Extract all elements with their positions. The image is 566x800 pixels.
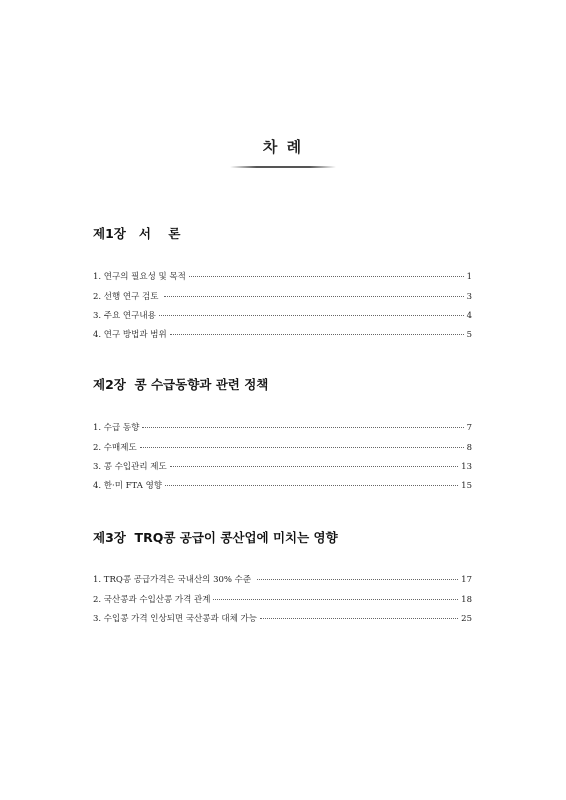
toc-entry-label: 1. TRQ콩 공급가격은 국내산의 30% 수준 xyxy=(93,575,254,585)
toc-entry-label: 2. 수매제도 xyxy=(93,443,137,453)
toc-entry-3-3[interactable] xyxy=(93,612,472,626)
toc-entry-1-4[interactable] xyxy=(93,328,472,342)
dot-leader xyxy=(170,466,458,467)
toc-entry-label: 4. 한·미 FTA 영향 xyxy=(93,481,163,491)
toc-entry-label: 1. 수급 동향 xyxy=(93,423,140,433)
toc-entry-1-2[interactable] xyxy=(93,290,472,304)
toc-entry-label: 3. 수입콩 가격 인상되면 국산콩과 대체 가능 xyxy=(93,614,257,624)
toc-entry-1-1[interactable] xyxy=(93,270,472,284)
dot-leader xyxy=(170,334,464,335)
toc-entry-page: 15 xyxy=(461,481,472,491)
toc-entry-label: 3. 주요 연구내용 xyxy=(93,311,156,321)
chapter-2-heading: 제2장 콩 수급동향과 관련 정책 xyxy=(93,377,269,392)
toc-entry-page: 3 xyxy=(466,292,472,302)
dot-leader xyxy=(159,315,464,316)
toc-entry-page: 8 xyxy=(466,443,472,453)
toc-entry-page: 25 xyxy=(461,614,472,624)
toc-entry-page: 13 xyxy=(461,462,472,472)
toc-entry-3-1[interactable] xyxy=(93,573,472,587)
dot-leader xyxy=(260,618,458,619)
dot-leader xyxy=(142,427,463,428)
toc-entry-page: 4 xyxy=(466,311,472,321)
toc-entry-1-3[interactable] xyxy=(93,309,472,323)
toc-entry-label: 2. 선행 연구 검토 xyxy=(93,292,162,302)
dot-leader xyxy=(213,599,458,600)
toc-entry-3-2[interactable] xyxy=(93,593,472,607)
toc-entry-label: 4. 연구 방법과 범위 xyxy=(93,330,167,340)
toc-entry-2-1[interactable] xyxy=(93,421,472,435)
toc-entry-label: 1. 연구의 필요성 및 목적 xyxy=(93,272,186,282)
chapter-3-heading: 제3장 TRQ콩 공급이 콩산업에 미치는 영향 xyxy=(93,530,338,545)
toc-entry-2-2[interactable] xyxy=(93,441,472,455)
toc-entry-label: 2. 국산콩과 수입산콩 가격 관계 xyxy=(93,595,211,605)
toc-entry-2-3[interactable] xyxy=(93,460,472,474)
toc-entry-page: 18 xyxy=(461,595,472,605)
toc-entry-page: 1 xyxy=(466,272,472,282)
toc-entry-page: 17 xyxy=(461,575,472,585)
toc-entry-2-4[interactable] xyxy=(93,479,472,493)
title-underline xyxy=(230,166,336,168)
chapter-1-heading: 제1장 서 론 xyxy=(93,226,181,241)
toc-entry-page: 7 xyxy=(466,423,472,433)
dot-leader xyxy=(189,276,464,277)
dot-leader xyxy=(164,296,463,297)
toc-entry-label: 3. 콩 수입관리 제도 xyxy=(93,462,167,472)
dot-leader xyxy=(257,579,458,580)
dot-leader xyxy=(140,447,464,448)
toc-entry-page: 5 xyxy=(466,330,472,340)
toc-title: 차 례 xyxy=(262,138,304,156)
dot-leader xyxy=(165,485,458,486)
